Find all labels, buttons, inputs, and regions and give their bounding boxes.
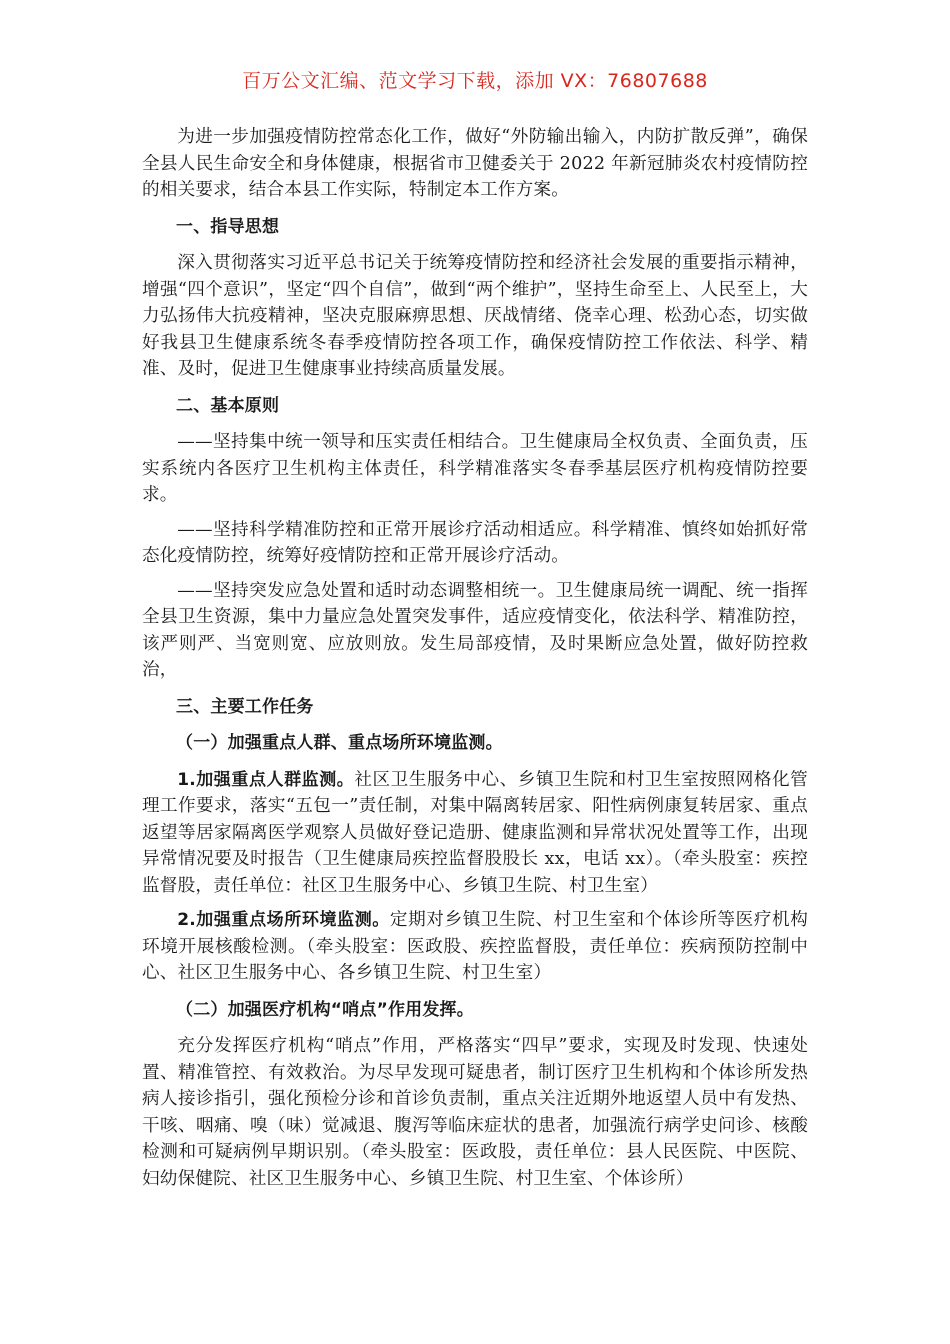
principle-paragraph: ——坚持科学精准防控和正常开展诊疗活动相适应。科学精准、慎终如始抓好常态化疫情防控，统筹好疫情防控和正常开展诊疗活动。 [142, 519, 808, 566]
task-item-paragraph [142, 907, 808, 987]
document-body [142, 124, 808, 1200]
sentinel-paragraph: 充分发挥医疗机构“哨点”作用，严格落实“四早”要求，实现及时发现、快速处置、精准管控、有效救治。为尽早发现可疑患者，制订医疗卫生机构和个体诊所发热病人接诊指引，强化预检分诊和首诊负责制，重点关注近期外地返望人员中有发热、干咳、咽痛、嗅（味）觉减退、腹泻等临床症状的患者，加强流行病学史问诊、核酸检测和可疑病例早期识别。（牵头股室：医政股，责任单位：县人民医院、中医院、妇幼保健院、社区卫生服务中心、乡镇卫生院、村卫生室、个体诊所） [142, 1036, 808, 1189]
principle-paragraph: ——坚持集中统一领导和压实责任相结合。卫生健康局全权负责、全面负责，压实系统内各医疗卫生机构主体责任，科学精准落实冬春季基层医疗机构疫情防控要求。 [142, 432, 808, 505]
watermark-banner: 百万公文汇编、范文学习下载，添加 VX：76807688 [242, 70, 708, 92]
principle-paragraph: ——坚持突发应急处置和适时动态调整相统一。卫生健康局统一调配、统一指挥全县卫生资源，集中力量应急处置突发事件，适应疫情变化，依法科学、精准防控，该严则严、当宽则宽、应放则放。发生局部疫情，及时果断应急处置，做好防控救治， [142, 580, 808, 680]
subsection-heading-sentinel: （二）加强医疗机构“哨点”作用发挥。 [176, 999, 474, 1020]
section-heading-basic-principles: 二、基本原则 [176, 395, 280, 416]
task-item-text: 社区卫生服务中心、乡镇卫生院和村卫生室按照网格化管理工作要求，落实“五包一”责任制，对集中隔离转居家、阳性病例康复转居家、重点返望等居家隔离医学观察人员做好登记造册、健康监测和异常状况处置等工作，出现异常情况要及时报告（卫生健康局疾控监督股股长 xx，电话 xx）。（牵头股室：疾控监督股，责任单位：社区卫生服务中心、乡镇卫生院、村卫生室） [142, 769, 808, 896]
task-item-lead: 1.加强重点人群监测。 [177, 769, 355, 790]
section-heading-guiding-ideology: 一、指导思想 [176, 216, 280, 237]
task-item-text: 定期对乡镇卫生院、村卫生室和个体诊所等医疗机构环境开展核酸检测。（牵头股室：医政股、疾控监督股，责任单位：疾病预防控制中心、社区卫生服务中心、各乡镇卫生院、村卫生室） [142, 910, 809, 983]
section-heading-main-tasks: 三、主要工作任务 [176, 696, 314, 717]
task-item-lead: 2.加强重点场所环境监测。 [177, 910, 390, 930]
guiding-ideology-paragraph: 深入贯彻落实习近平总书记关于统筹疫情防控和经济社会发展的重要指示精神，增强“四个意识”，坚定“四个自信”，做到“两个维护”，坚持生命至上、人民至上，大力弘扬伟大抗疫精神，坚决克服麻痹思想、厌战情绪、侥幸心理、松劲心态，切实做好我县卫生健康系统冬春季疫情防控各项工作，确保疫情防控工作依法、科学、精准、及时，促进卫生健康事业持续高质量发展。 [142, 253, 808, 379]
task-item-paragraph [142, 767, 808, 900]
subsection-heading-monitoring: （一）加强重点人群、重点场所环境监测。 [176, 733, 503, 753]
intro-paragraph: 为进一步加强疫情防控常态化工作，做好“外防输出输入，内防扩散反弹”，确保全县人民生命安全和身体健康，根据省市卫健委关于 2022 年新冠肺炎农村疫情防控的相关要求，结合本县工作实际，特制定本工作方案。 [142, 127, 808, 200]
